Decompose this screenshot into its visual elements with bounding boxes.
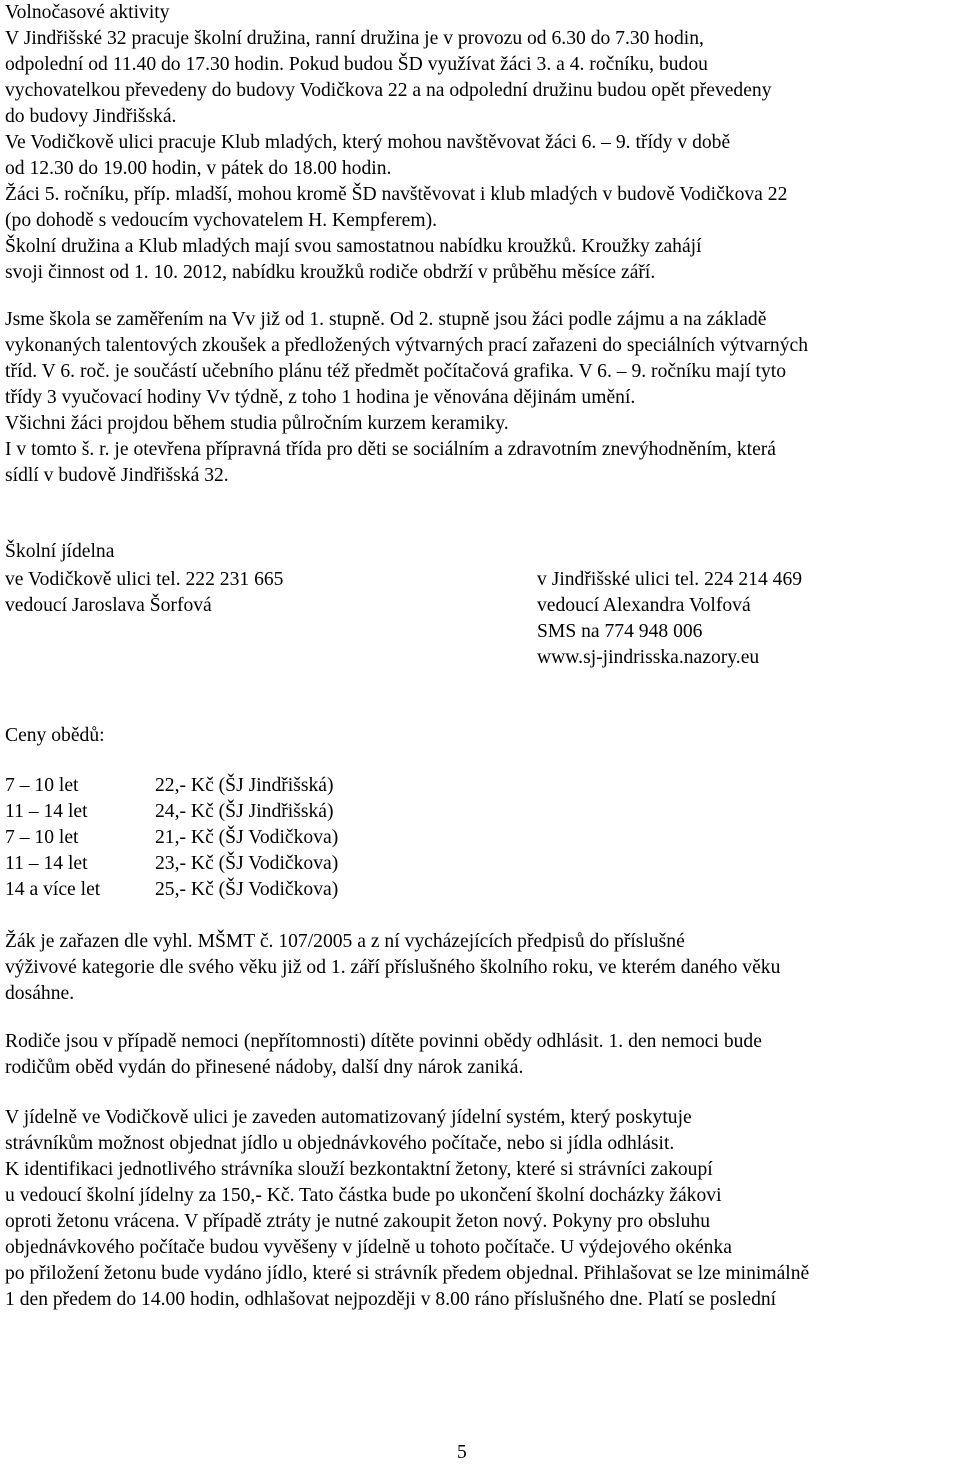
text-line: Rodiče jsou v případě nemoci (nepřítomnosti) dítěte povinni obědy odhlásit. 1. den nemoci bude [5,1031,762,1052]
text-line: Všichni žáci projdou během studia půlročním kurzem keramiky. [5,413,509,434]
section-heading-ceny: Ceny obědů: [5,725,105,746]
price-age: 11 – 14 let [5,853,88,874]
text-line: po přiložení žetonu bude vydáno jídlo, které si strávník předem objednal. Přihlašovat se lze minimálně [5,1263,810,1284]
price-value: 25,- Kč (ŠJ Vodičkova) [155,879,339,900]
text-line: třídy 3 vyučovací hodiny Vv týdně, z toho 1 hodina je věnována dějinám umění. [5,387,636,408]
text-line: u vedoucí školní jídelny za 150,- Kč. Tato částka bude po ukončení školní docházky žákovi [5,1185,722,1206]
text-line: (po dohodě s vedoucím vychovatelem H. Kempferem). [5,210,438,231]
price-age: 14 a více let [5,879,101,900]
text-line: Školní družina a Klub mladých mají svou samostatnou nabídku kroužků. Kroužky zahájí [5,236,702,257]
text-line: Žák je zařazen dle vyhl. MŠMT č. 107/2005 a z ní vycházejících předpisů do příslušné [5,931,685,952]
text-line: výživové kategorie dle svého věku již od 1. září příslušného školního roku, ve kterém daného věku [5,957,781,978]
jidelna-left-line: ve Vodičkově ulici tel. 222 231 665 [5,569,284,590]
text-line: dosáhne. [5,983,75,1004]
text-line: vychovatelkou převedeny do budovy Vodičkova 22 a na odpolední družinu budou opět převedeny [5,80,772,101]
text-line: objednávkového počítače budou vyvěšeny v jídelně u tohoto počítače. U výdejového okénka [5,1237,732,1258]
price-value: 21,- Kč (ŠJ Vodičkova) [155,827,339,848]
section-heading-volnocasove: Volnočasové aktivity [5,2,170,23]
text-line: sídlí v budově Jindřišská 32. [5,465,229,486]
text-line: V Jindřišské 32 pracuje školní družina, ranní družina je v provozu od 6.30 do 7.30 hodin, [5,28,704,49]
text-line: odpolední od 11.40 do 17.30 hodin. Pokud budou ŠD využívat žáci 3. a 4. ročníku, budou [5,54,708,75]
jidelna-right-line: SMS na 774 948 006 [537,621,703,642]
text-line: Žáci 5. ročníku, příp. mladší, mohou kromě ŠD navštěvovat i klub mladých v budově Vodičkova 22 [5,184,788,205]
text-line: V jídelně ve Vodičkově ulici je zaveden automatizovaný jídelní systém, který poskytuje [5,1107,692,1128]
text-line: Ve Vodičkově ulici pracuje Klub mladých, který mohou navštěvovat žáci 6. – 9. třídy v době [5,132,731,153]
text-line: svoji činnost od 1. 10. 2012, nabídku kroužků rodiče obdrží v průběhu měsíce září. [5,262,656,283]
text-line: tříd. V 6. roč. je součástí učebního plánu též předmět počítačová grafika. V 6. – 9. ročníku mají tyto [5,361,787,382]
jidelna-left-line: vedoucí Jaroslava Šorfová [5,595,212,616]
text-line: K identifikaci jednotlivého strávníka slouží bezkontaktní žetony, které si strávníci zakoupí [5,1159,713,1180]
price-age: 7 – 10 let [5,827,79,848]
jidelna-right-line: www.sj-jindrisska.nazory.eu [537,647,760,668]
section-heading-jidelna: Školní jídelna [5,541,115,562]
page-number: 5 [457,1442,467,1463]
text-line: I v tomto š. r. je otevřena přípravná třída pro děti se sociálním a zdravotním znevýhodněním, která [5,439,776,460]
price-value: 23,- Kč (ŠJ Vodičkova) [155,853,339,874]
price-value: 22,- Kč (ŠJ Jindřišská) [155,775,334,796]
price-age: 11 – 14 let [5,801,88,822]
price-age: 7 – 10 let [5,775,79,796]
text-line: oproti žetonu vrácena. V případě ztráty je nutné zakoupit žeton nový. Pokyny pro obsluhu [5,1211,711,1232]
text-line: strávníkům možnost objednat jídlo u objednávkového počítače, nebo si jídla odhlásit. [5,1133,675,1154]
price-value: 24,- Kč (ŠJ Jindřišská) [155,801,334,822]
jidelna-right-line: vedoucí Alexandra Volfová [537,595,751,616]
jidelna-right-line: v Jindřišské ulici tel. 224 214 469 [537,569,803,590]
text-line: 1 den předem do 14.00 hodin, odhlašovat nejpozději v 8.00 ráno příslušného dne. Platí se poslední [5,1289,777,1310]
text-line: do budovy Jindřišská. [5,106,177,127]
text-line: rodičům oběd vydán do přinesené nádoby, další dny nárok zaniká. [5,1057,524,1078]
text-line: vykonaných talentových zkoušek a předložených výtvarných prací zařazeni do speciálních výtvarných [5,335,809,356]
text-line: od 12.30 do 19.00 hodin, v pátek do 18.00 hodin. [5,158,392,179]
text-line: Jsme škola se zaměřením na Vv již od 1. stupně. Od 2. stupně jsou žáci podle zájmu a na základě [5,309,767,330]
